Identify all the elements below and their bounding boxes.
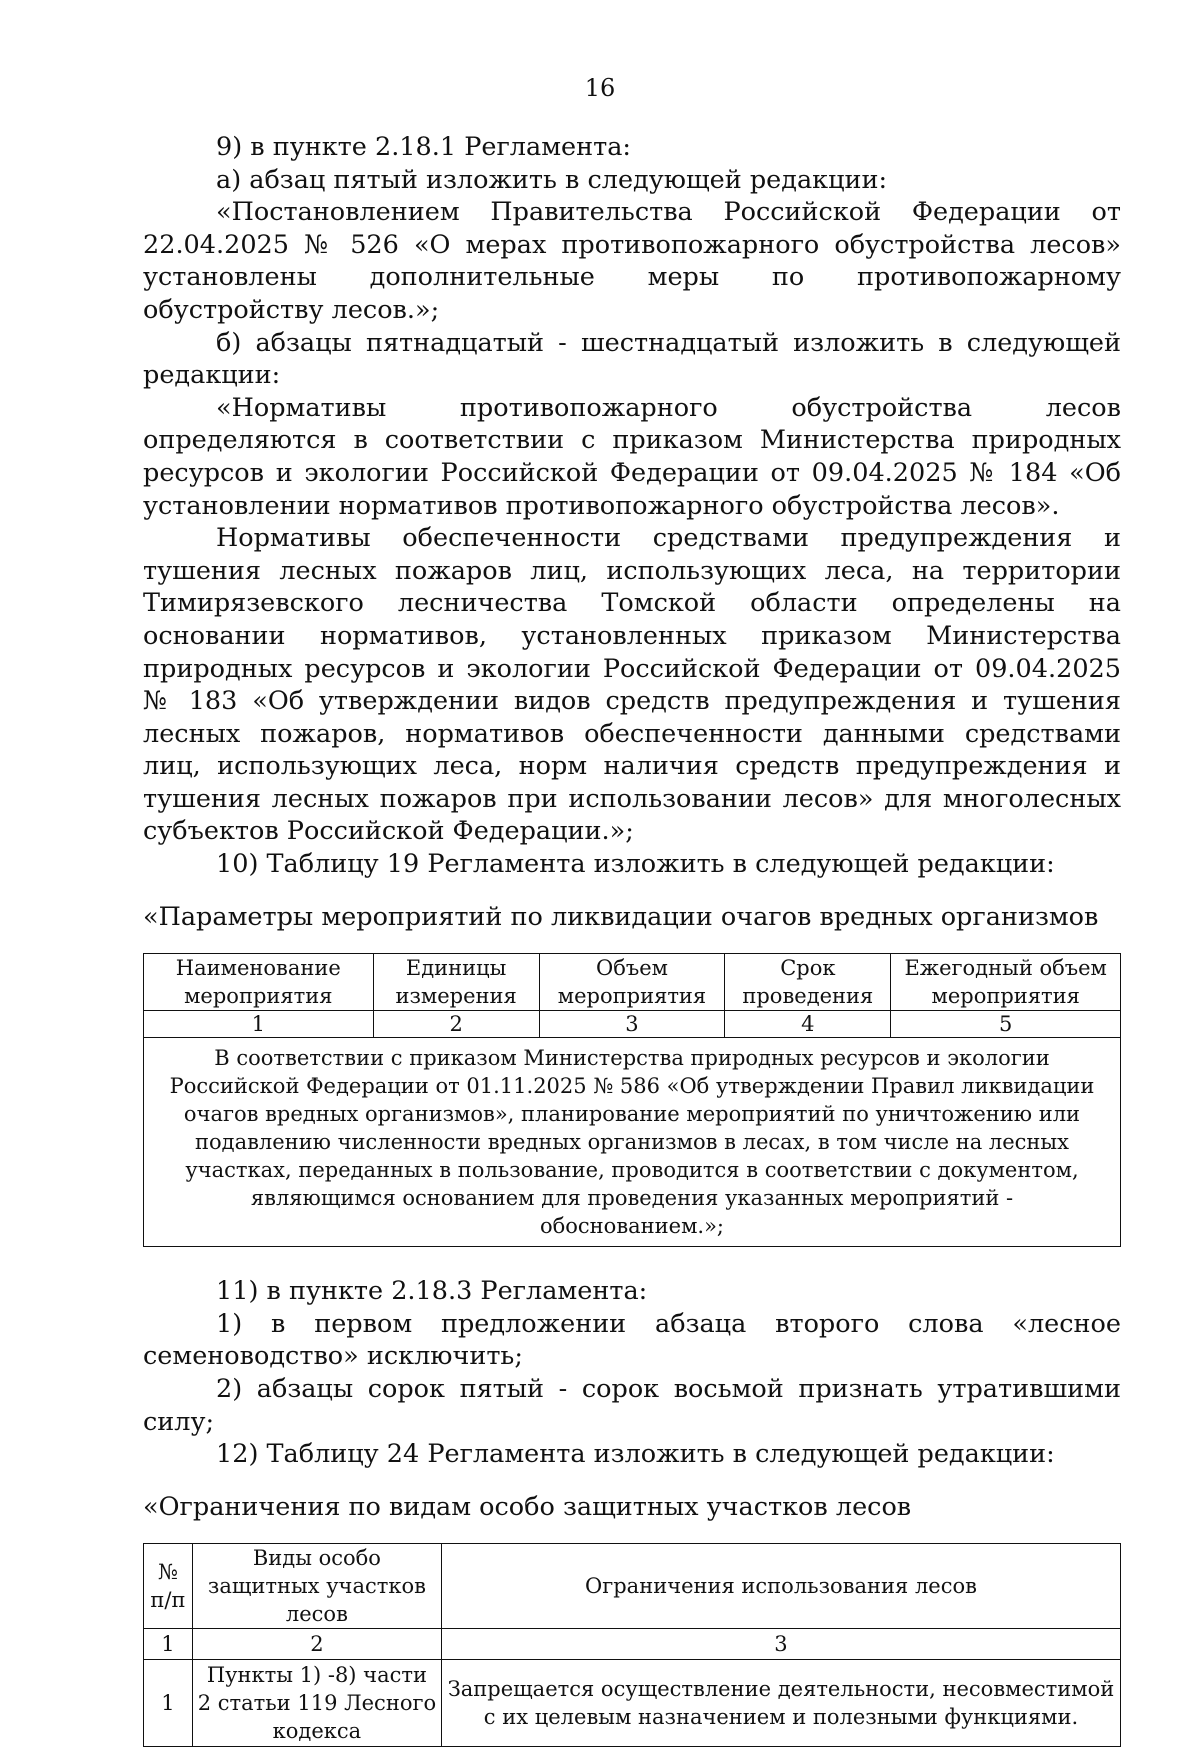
page-number: 16	[584, 74, 616, 102]
table-header-cell: Единицы измерения	[373, 954, 539, 1011]
paragraph: 9) в пункте 2.18.1 Регламента:	[216, 132, 632, 162]
table-number-row	[144, 1629, 1121, 1660]
table-header-cell: Объем мероприятия	[539, 954, 725, 1011]
table-19	[143, 953, 1121, 1247]
paragraph: 10) Таблицу 19 Регламента изложить в следующей редакции:	[216, 849, 1055, 880]
table-note-cell: В соответствии с приказом Министерства природных ресурсов и экологии Российской Федерации от 01.11.2025 № 586 «Об утверждении Правил ликвидации очагов вредных организмов», планирование мероприятий по уничтожению или подавлению численности вредных организмов в лесах, в том числе на лесных участках, переданных в пользование, проводится в соответствии с документом, являющимся основанием для проведения указанных мероприятий - обоснованием.»;	[144, 1038, 1121, 1247]
paragraph: 1) в первом предложении абзаца второго слова «лесное семеноводство» исключить;	[143, 1308, 1121, 1372]
table24-title: «Ограничения по видам особо защитных участков лесов	[143, 1491, 912, 1522]
table-cell: 2	[373, 1011, 539, 1038]
paragraph: Нормативы обеспеченности средствами предупреждения и тушения лесных пожаров лиц, использующих леса, на территории Тимирязевского лесничества Томской области определены на основании нормативов, установленных приказом Министерства природных ресурсов и экологии Российской Федерации от 09.04.2025 № 183 «Об утверждении видов средств предупреждения и тушения лесных пожаров, нормативов обеспеченности данными средствами лиц, использующих леса, норм наличия средств предупреждения и тушения лесных пожаров при использовании лесов» для многолесных субъектов Российской Федерации.»;	[143, 523, 1121, 847]
table-header-cell: Виды особо защитных участков лесов	[192, 1544, 441, 1629]
table-cell: 4	[725, 1011, 891, 1038]
paragraph: б) абзацы пятнадцатый - шестнадцатый изложить в следующей редакции:	[143, 327, 1121, 391]
table-header-cell: Срок проведения	[725, 954, 891, 1011]
table-cell: 1	[144, 1629, 193, 1660]
table-row	[144, 1038, 1121, 1247]
table-number-row	[144, 1011, 1121, 1038]
table-row	[144, 1660, 1121, 1747]
table-cell: 3	[539, 1011, 725, 1038]
table-cell: 1	[144, 1011, 374, 1038]
table-header-row	[144, 1544, 1121, 1629]
table-cell: Запрещается осуществление деятельности, несовместимой с их целевым назначением и полезными функциями.	[441, 1660, 1120, 1747]
table-cell: 2	[192, 1629, 441, 1660]
table-cell: 5	[891, 1011, 1121, 1038]
paragraph: 2) абзацы сорок пятый - сорок восьмой признать утратившими силу;	[143, 1374, 1121, 1437]
table-cell: Пункты 1) -8) части 2 статьи 119 Лесного кодекса	[192, 1660, 441, 1747]
paragraph: 11) в пункте 2.18.3 Регламента:	[216, 1276, 648, 1307]
table-header-cell: Ежегодный объем мероприятия	[891, 954, 1121, 1011]
table19-title: «Параметры мероприятий по ликвидации очагов вредных организмов	[143, 901, 1099, 932]
document-body	[143, 131, 1121, 1747]
table-header-cell: № п/п	[144, 1544, 193, 1629]
paragraph: а) абзац пятый изложить в следующей редакции:	[216, 164, 888, 195]
paragraph: «Постановлением Правительства Российской Федерации от 22.04.2025 № 526 «О мерах противопожарного обустройства лесов» установлены дополнительные меры по противопожарному обустройству лесов.»;	[143, 197, 1121, 325]
paragraph: 12) Таблицу 24 Регламента изложить в следующей редакции:	[216, 1439, 1055, 1470]
table-24	[143, 1543, 1121, 1747]
table-header-cell: Ограничения использования лесов	[441, 1544, 1120, 1629]
table-cell: 1	[144, 1660, 193, 1747]
table-header-cell: Наименование мероприятия	[144, 954, 374, 1011]
table-header-row	[144, 954, 1121, 1011]
paragraph: «Нормативы противопожарного обустройства лесов определяются в соответствии с приказом Министерства природных ресурсов и экологии Российской Федерации от 09.04.2025 № 184 «Об установлении нормативов противопожарного обустройства лесов».	[143, 392, 1121, 521]
table-cell: 3	[441, 1629, 1120, 1660]
